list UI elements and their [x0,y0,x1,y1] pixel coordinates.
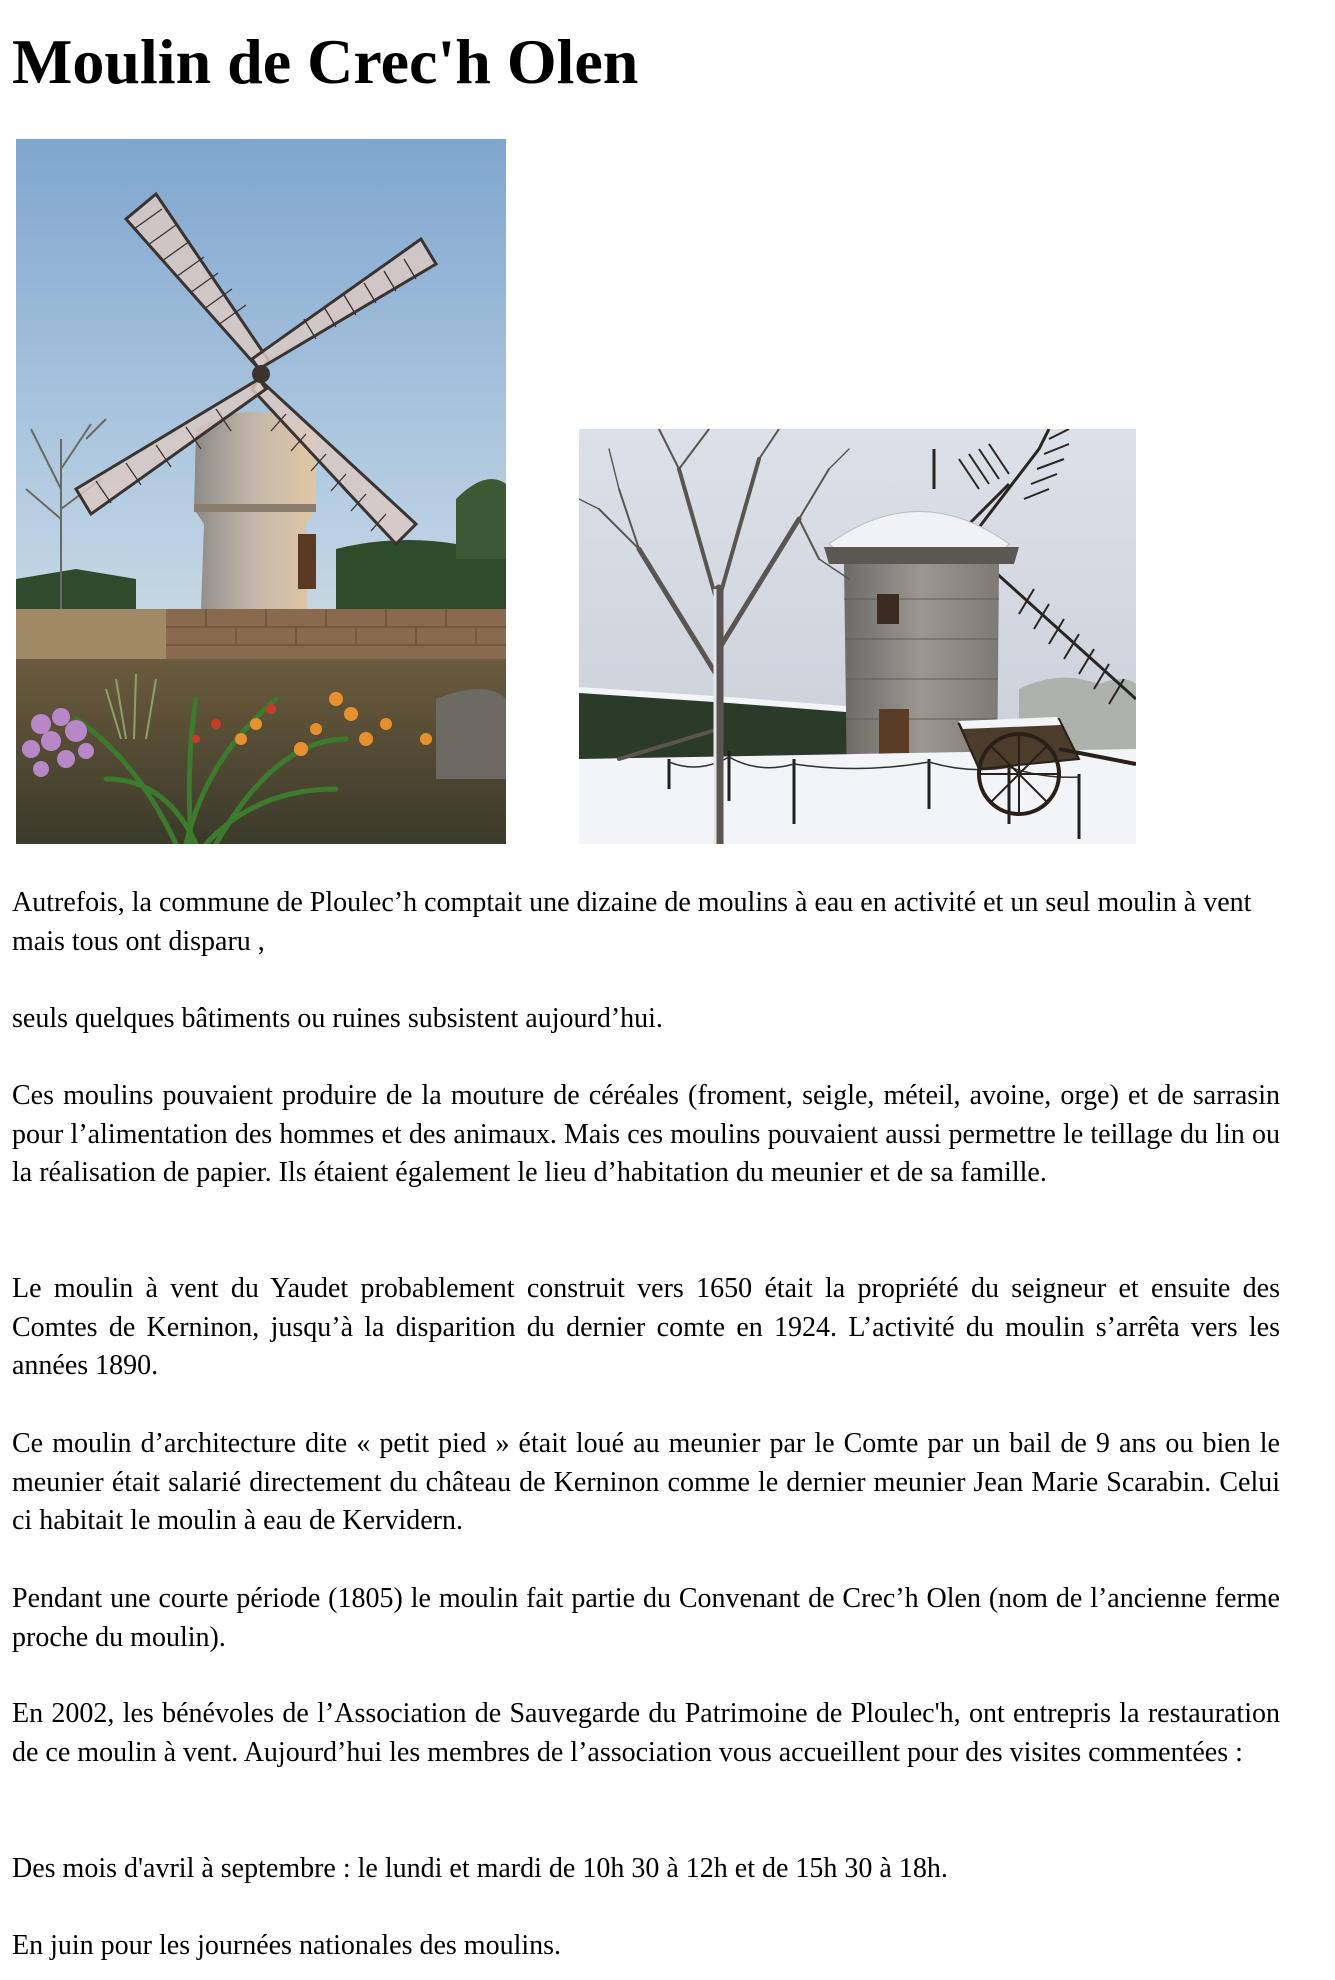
article-body [12,884,1280,961]
paragraph-6: Pendant une courte période (1805) le moulin fait partie du Convenant de Crec’h Olen (nom de l’ancienne ferme proche du moulin). [12,1583,1280,1653]
paragraph-7: En 2002, les bénévoles de l’Association de Sauvegarde du Patrimoine de Ploulec'h, ont entrepris la restauration de ce moulin à vent. Aujourd’hui les membres de l’association vous accueillent pour des visites commentées : [12,1698,1280,1768]
paragraph-9: En juin pour les journées nationales des moulins. [12,1930,562,1961]
paragraph-5: Ce moulin d’architecture dite « petit pied » était loué au meunier par le Comte par un bail de 9 ans ou bien le meunier était salarié directement du château de Kerninon comme le dernier meunier Jean Marie Scarabin. Celui ci habitait le moulin à eau de Kervidern. [12,1428,1280,1536]
page-title: Moulin de Crec'h Olen [12,26,639,97]
article-body-3 [12,1077,1280,1193]
article-body-6 [12,1580,1280,1657]
paragraph-8: Des mois d'avril à septembre : le lundi et mardi de 10h 30 à 12h et de 15h 30 à 18h. [12,1853,948,1884]
article-body-9 [12,1927,1280,1966]
paragraph-3: Ces moulins pouvaient produire de la mouture de céréales (froment, seigle, méteil, avoine, orge) et de sarrasin pour l’alimentation des hommes et des animaux. Mais ces moulins pouvaient aussi permettre le teillage du lin ou la réalisation de papier. Ils étaient également le lieu d’habitation du meunier et de sa famille. [12,1080,1280,1188]
article-body-7 [12,1695,1280,1772]
article-body-2 [12,1000,1280,1039]
paragraph-2: seuls quelques bâtiments ou ruines subsistent aujourd’hui. [12,1003,663,1034]
article-body-5 [12,1425,1280,1541]
paragraph-1: Autrefois, la commune de Ploulec’h comptait une dizaine de moulins à eau en activité et un seul moulin à vent mais tous ont disparu , [12,887,1252,957]
windmill-winter-photo [579,429,1136,844]
article-body-8 [12,1850,1280,1889]
paragraph-4: Le moulin à vent du Yaudet probablement construit vers 1650 était la propriété du seigneur et ensuite des Comtes de Kerninon, jusqu’à la disparition du dernier comte en 1924. L’activité du moulin s’arrêta vers les années 1890. [12,1273,1280,1381]
windmill-summer-photo [16,139,506,844]
article-body-4 [12,1270,1280,1386]
